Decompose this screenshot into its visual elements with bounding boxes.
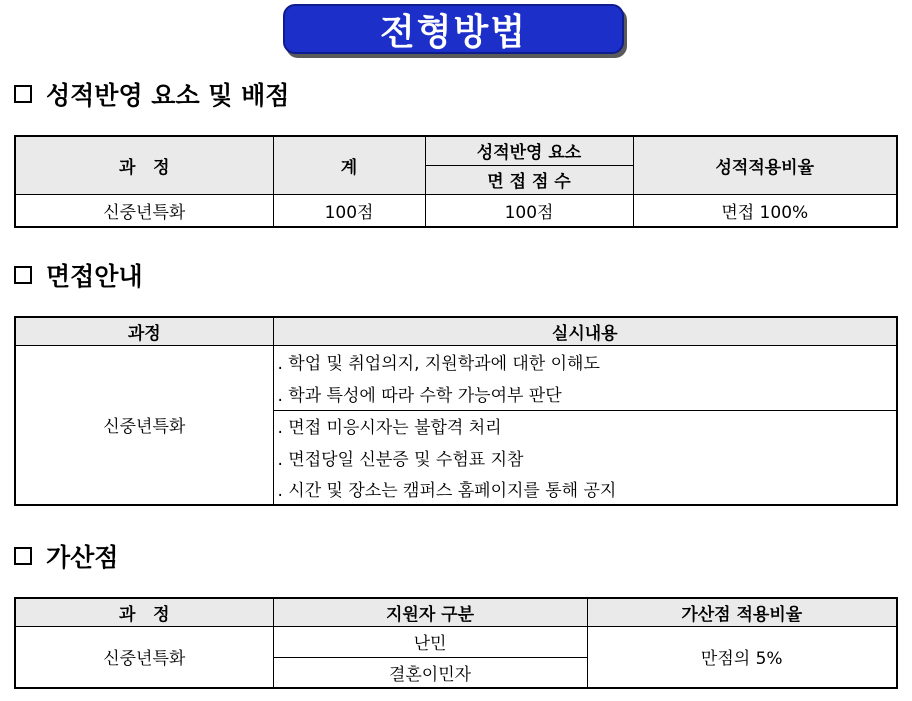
header-content: 실시내용 (273, 317, 897, 345)
title-banner (283, 4, 624, 54)
cell-type: 난민 (273, 626, 587, 657)
cell-course: 신중년특화 (15, 194, 273, 227)
list-item: . 시간 및 장소는 캠퍼스 홈페이지를 통해 공지 (273, 473, 897, 505)
header-interview: 면 접 점 수 (425, 165, 633, 194)
cell-ratio: 면접 100% (633, 194, 897, 227)
score-table (14, 135, 898, 228)
cell-ratio: 만점의 5% (587, 626, 897, 688)
page-title: 전형방법 (379, 11, 528, 53)
section-heading-bonus (14, 538, 118, 574)
checkbox-square-icon (14, 266, 32, 284)
list-item: . 학업 및 취업의지, 지원학과에 대한 이해도 (273, 345, 897, 378)
header-ratio: 성적적용비율 (633, 136, 897, 194)
section-title: 면접안내 (46, 262, 143, 291)
header-ratio: 가산점 적용비율 (587, 598, 897, 626)
checkbox-square-icon (14, 547, 32, 565)
cell-course: 신중년특화 (15, 626, 273, 688)
section-title: 가산점 (46, 543, 119, 572)
header-course: 과 정 (15, 598, 273, 626)
list-item: . 학과 특성에 따라 수학 가능여부 판단 (273, 378, 897, 410)
list-item: . 면접당일 신분증 및 수험표 지참 (273, 441, 897, 473)
header-course: 과 정 (15, 136, 273, 194)
cell-course: 신중년특화 (15, 345, 273, 505)
interview-table (14, 316, 898, 506)
cell-type: 결혼이민자 (273, 657, 587, 688)
header-course: 과정 (15, 317, 273, 345)
section-heading-scores (14, 76, 289, 112)
header-total: 계 (273, 136, 425, 194)
section-heading-interview (14, 257, 143, 293)
bonus-table (14, 597, 898, 689)
cell-total: 100점 (273, 194, 425, 227)
header-element: 성적반영 요소 (425, 136, 633, 165)
header-type: 지원자 구분 (273, 598, 587, 626)
section-title: 성적반영 요소 및 배점 (46, 81, 290, 110)
checkbox-square-icon (14, 85, 32, 103)
list-item: . 면접 미응시자는 불합격 처리 (273, 410, 897, 441)
cell-interview: 100점 (425, 194, 633, 227)
